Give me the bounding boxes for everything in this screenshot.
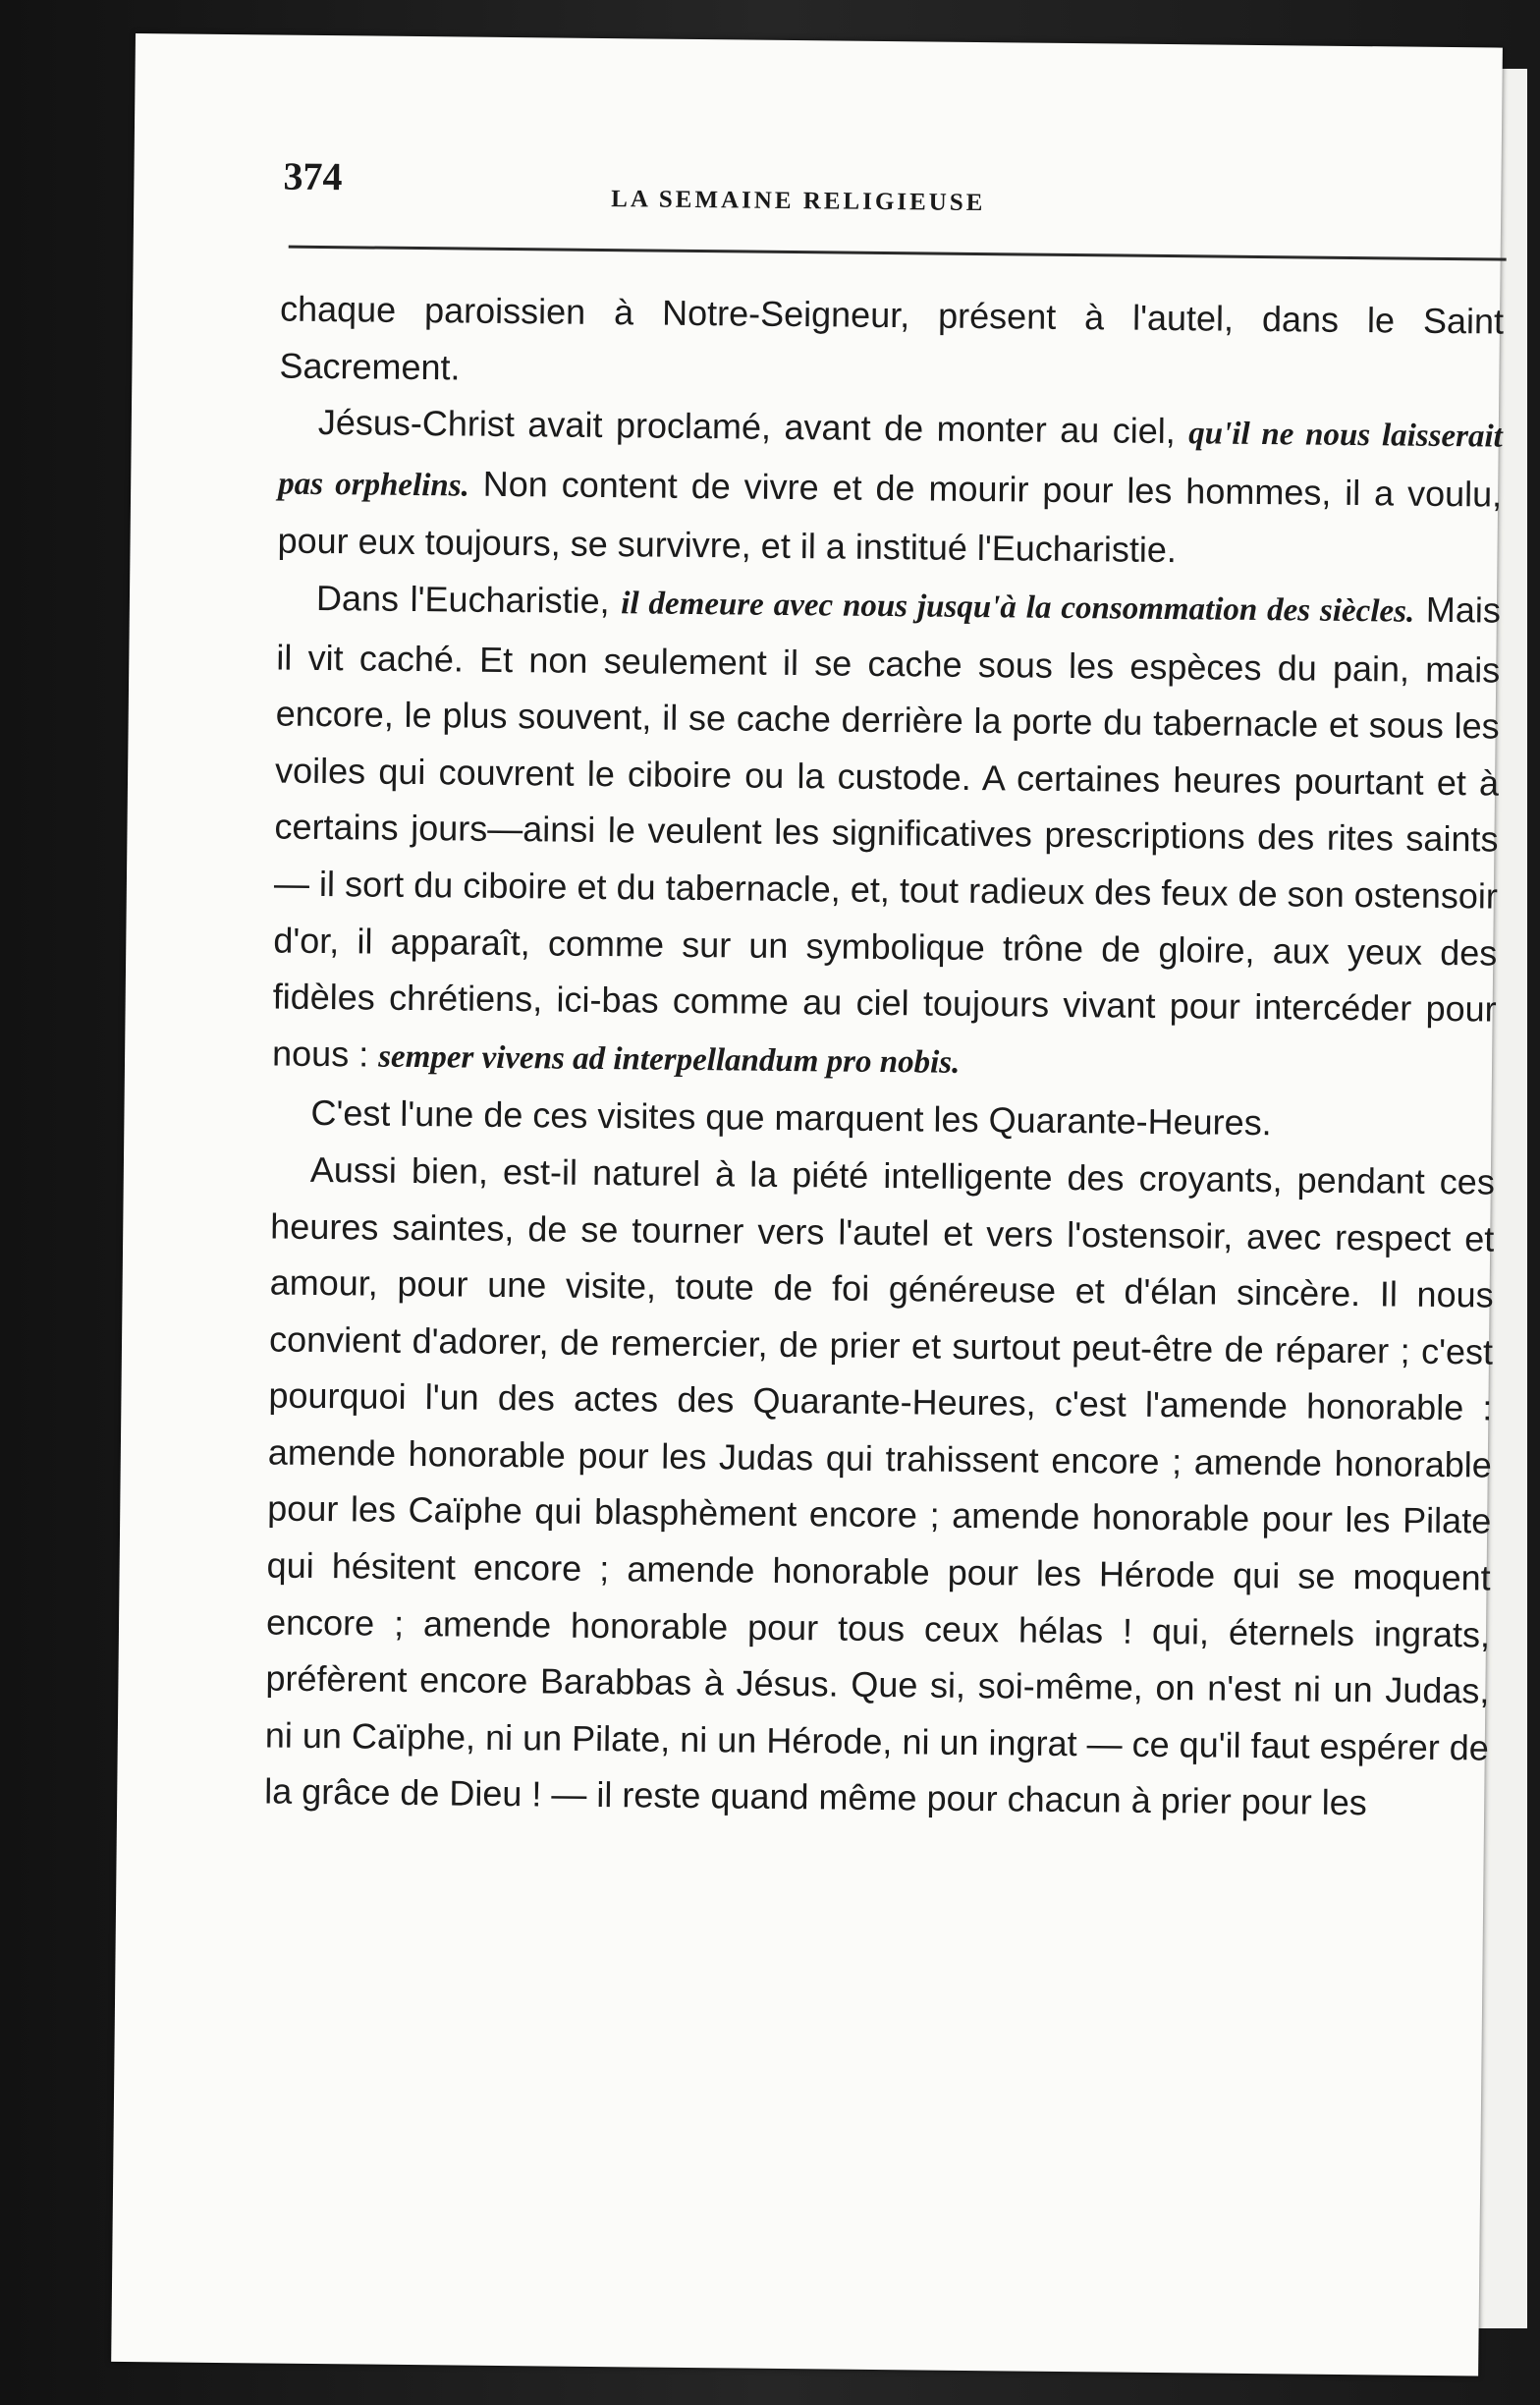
paragraph [277, 394, 1503, 583]
paragraph-text: Aussi bien, est-il naturel à la piété intelligente des croyants, pendant ces heures saintes, de se tourner vers l'autel et vers l'ostensoir, avec respect et amour, pour une visite, toute de foi généreuse et d'élan sincère. Il nous convient d'adorer, de remercier, de prier et surtout peut-être de réparer ; c'est pourquoi l'un des actes des Quarante-Heures, c'est l'amende honorable : amende honorable pour les Judas qui trahissent encore ; amende honorable pour les Caïphe qui blasphèment encore ; amende honorable pour les Pilate qui hésitent encore ; amende honorable pour les Hérode qui se moquent encore ; amende honorable pour tous ceux hélas ! qui, éternels ingrats, préfèrent encore Barabbas à Jésus. Que si, soi-même, on n'est ni un Judas, ni un Caïphe, ni un Pilate, ni un Hérode, ni un ingrat — ce qu'il faut espérer de la grâce de Dieu ! — il reste quand même pour chacun à prier pour les [264, 1148, 1496, 1823]
italic-quote: il demeure avec nous jusqu'à la consommation des siècles. [621, 586, 1415, 630]
paragraph [264, 1141, 1495, 1832]
paragraph-text: Mais il vit caché. Et non seulement il se cache sous les espèces du pain, mais encore, le plus souvent, il se cache derrière la porte du tabernacle et sous les voiles qui couvrent le ciboire ou la custode. A certaines heures pourtant et à certains jours—ainsi le veulent les significatives prescriptions des rites saints — il sort du ciboire et du tabernacle, et, tout radieux des feux de son ostensoir d'or, il apparaît, comme sur un symbolique trône de gloire, aux yeux des fidèles chrétiens, ici-bas comme au ciel toujours vivant pour intercéder pour nous : [271, 588, 1502, 1075]
paragraph [272, 570, 1501, 1097]
paragraph [279, 281, 1504, 407]
italic-quote: qu'il ne nous laisserait pas orphelins. [278, 416, 1503, 504]
italic-quote: semper vivens ad interpellandum pro nobis. [377, 1038, 961, 1081]
body-text [264, 281, 1504, 1833]
paragraph-text: Dans l'Eucharistie, [315, 577, 622, 622]
paragraph-text: C'est l'une de ces visites que marquent les Quarante-Heures. [310, 1092, 1272, 1144]
book-page [111, 33, 1503, 2376]
paragraph-text: chaque paroissien à Notre-Seigneur, présent à l'autel, dans le Saint Sacrement. [279, 288, 1505, 388]
running-head: LA SEMAINE RELIGIEUSE [611, 186, 986, 217]
paragraph-text: Non content de vivre et de mourir pour les hommes, il a voulu, pour eux toujours, se survivre, et il a institué l'Eucharistie. [277, 463, 1503, 571]
page-number: 374 [283, 153, 343, 199]
paragraph-text: Jésus-Christ avait proclamé, avant de monter au ciel, [317, 402, 1189, 452]
header-rule [289, 246, 1507, 261]
